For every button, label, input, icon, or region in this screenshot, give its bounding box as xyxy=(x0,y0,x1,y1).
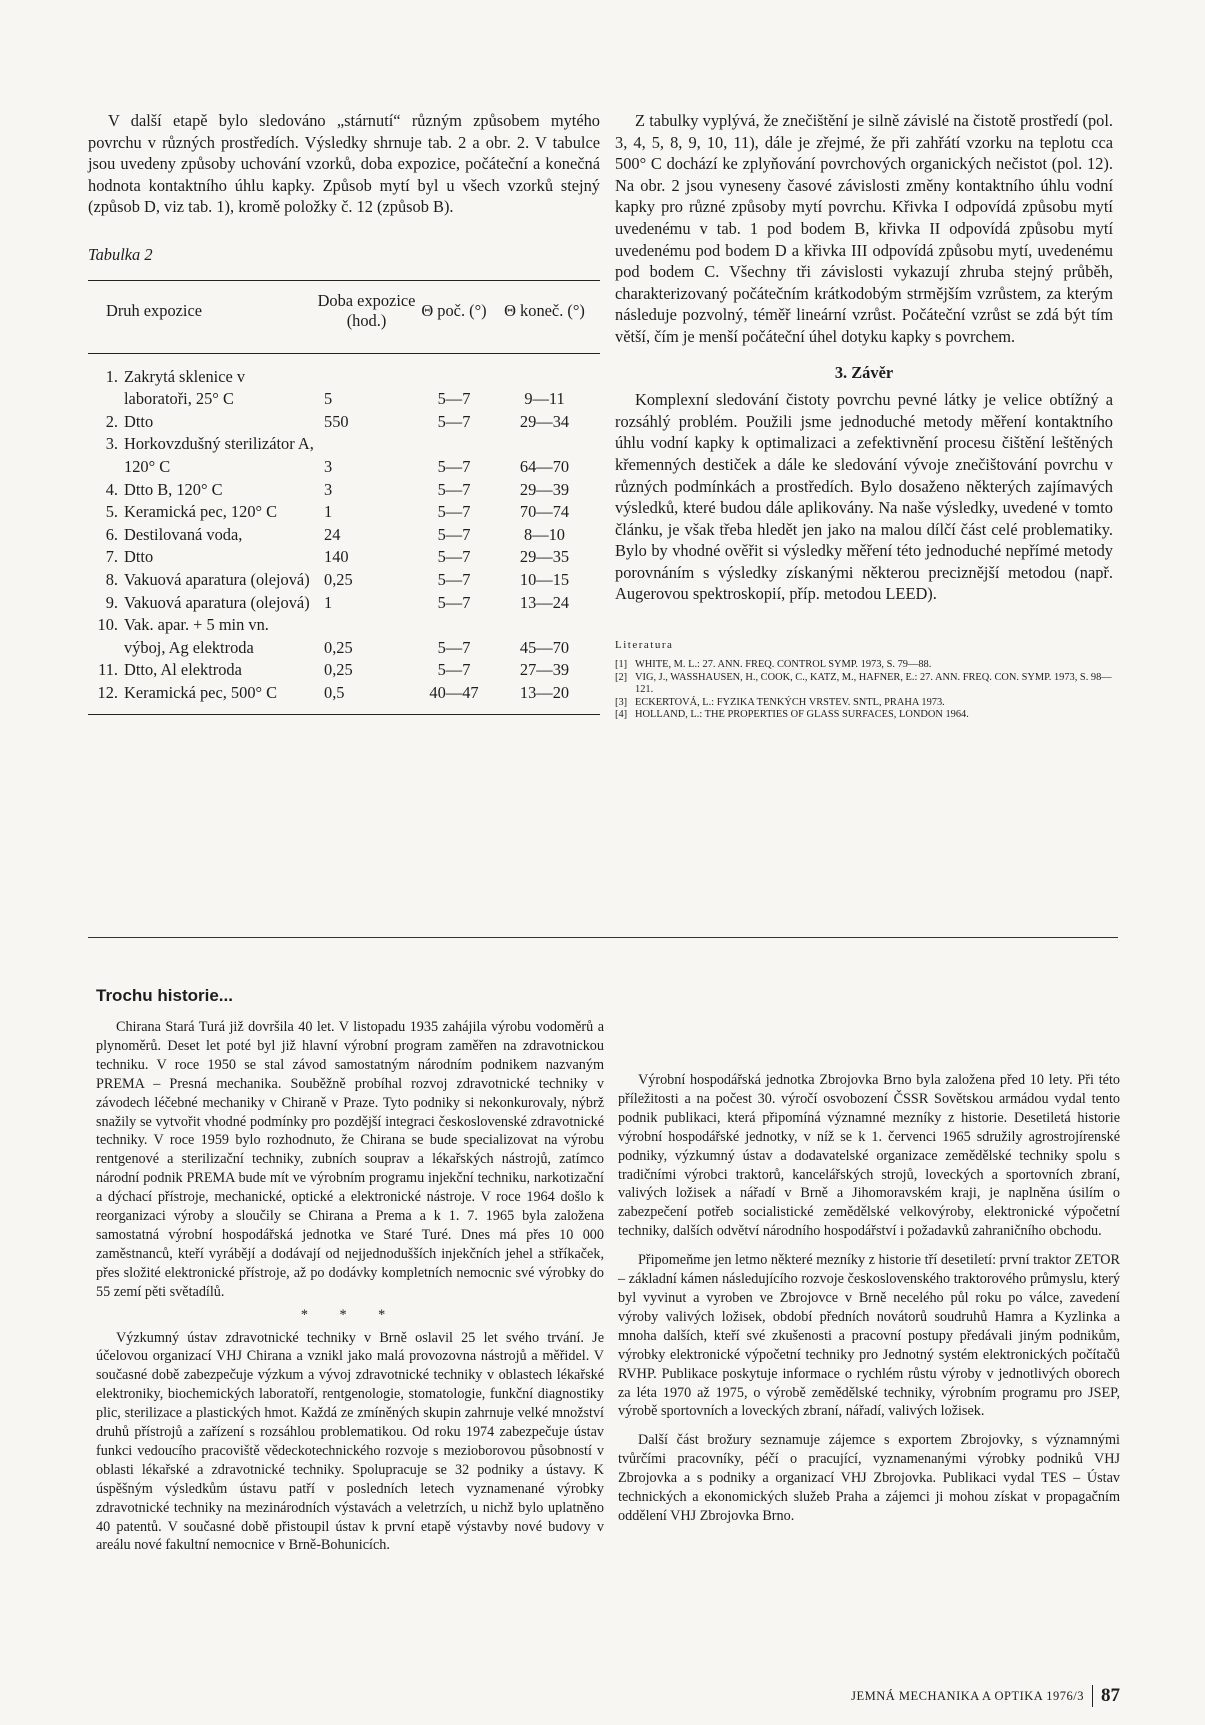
header-duration: Doba expozice (hod.) xyxy=(317,290,416,330)
row-duration: 0,5 xyxy=(324,682,345,702)
row-number: 2. xyxy=(105,411,118,431)
row-theta-start: 5—7 xyxy=(437,411,471,431)
row-exposure-type: Vakuová aparatura (olejová) xyxy=(124,592,310,612)
row-duration: 1 xyxy=(324,502,333,522)
table-row xyxy=(88,682,600,715)
results-paragraph: Z tabulky vyplývá, že znečištění je silně závislé na čistotě prostředí (pol. 3, 4, 5, 8, 9, 10, 11), dále je zřejmé, že při zahřátí vzorku na teplotu cca 500° C dochází ke zplyňování povrchových organických nečistot (pol. 12). Na obr. 2 jsou vyneseny časové závislosti změny kontaktního úhlu vodní kapky pro různé způsoby mytí povrchu. Křivka I odpovídá způsobu mytí uvedenému v tab. 1 pod bodem B, křivka II odpovídá způsobu mytí uvedenému pod bodem D a křivka III odpovídá způsobu mytí, uvedenému pod bodem C. Všechny tři závislosti vykazují zhruba stejný průběh, charakterizovaný počátečním krátkodobým strmějším vzrůstem, za kterým následuje pozvolný, téměř lineární vzrůst. Počáteční vzrůst se zdá být tím větší, čím je menší počáteční úhel dotyku kapky s povrchem. xyxy=(615,111,1113,346)
row-theta-end: 8—10 xyxy=(524,524,565,544)
row-exposure-type: Dtto xyxy=(124,411,154,431)
table-row xyxy=(88,411,600,434)
row-theta-start: 5—7 xyxy=(437,502,471,522)
row-duration: 3 xyxy=(324,456,333,476)
table-body xyxy=(88,353,600,715)
reference-item: [4] HOLLAND, L.: THE PROPERTIES OF GLASS SURFACES, LONDON 1964. xyxy=(615,709,969,721)
section-divider xyxy=(88,937,1118,938)
page-number: 87 xyxy=(1101,1685,1120,1706)
table-title: Tabulka 2 xyxy=(88,244,153,264)
table-row xyxy=(88,546,600,569)
table-row xyxy=(88,353,600,411)
row-theta-start: 5—7 xyxy=(437,524,471,544)
row-theta-start: 5—7 xyxy=(437,637,471,657)
section-separator-stars: * * * xyxy=(300,1306,400,1323)
top-right-column xyxy=(615,110,1113,722)
row-duration: 0,25 xyxy=(324,569,353,589)
header-theta-start: Θ poč. (°) xyxy=(421,300,487,320)
row-exposure-type: Dtto xyxy=(124,547,154,567)
row-number: 6. xyxy=(105,524,118,544)
history-right-column xyxy=(618,975,1120,1526)
row-theta-end: 27—39 xyxy=(519,660,570,680)
history-title: Trochu historie... xyxy=(96,986,233,1005)
table-row xyxy=(88,569,600,592)
row-exposure-type: Horkovzdušný sterilizátor A, 120° C xyxy=(124,434,314,476)
row-exposure-type: Dtto B, 120° C xyxy=(124,479,223,499)
row-theta-end: 13—24 xyxy=(519,592,570,612)
history-chirana-paragraph: Chirana Stará Turá již dovršila 40 let. V listopadu 1935 zahájila výrobu vodoměrů a plynoměrů. Deset let poté byl již hlavní výrobní program zaměřen na zdravotnickou techniku. V roce 1950 se stal závod samostatným národním podnikem nazvaným PREMA – Presná mechanika. Souběžně probíhal rozvoj zdravotnické techniky v závodech léčebné mechaniky v Chiraně v Praze. Tyto podniky si nekonkurovaly, nýbrž snažily se vytvořit vhodné podmínky pro pozdější integraci československé zdravotnické techniky. V roce 1959 bylo rozhodnuto, že Chirana se bude specializovat na výrobu rentgenové a sterilizační techniky, zubních souprav a lékařských nástrojů, zatímco národní podnik PREMA bude mít ve výrobním programu injekční techniku, narkotizační a dýchací přístroje, mechanické, optické a elektronické nástroje. V roce 1964 došlo k reorganizaci výroby a sloučily se Chirana a Prema a k 1. 7. 1965 byla založena samostatná výrobní hospodářská jednotka ve Staré Turé. Dnes má přes 10 000 zaměstnanců, kteří vyrábějí a dodávají od nejjednodušších injekčních jehel a stříkaček, přes složité elektronické přístroje, až po dodávky kompletních nemocnic své výrobky do 55 zemí pěti světadílů. xyxy=(96,1019,604,1300)
row-theta-start: 5—7 xyxy=(437,389,471,409)
row-exposure-type: Dtto, Al elektroda xyxy=(124,660,242,680)
history-research-paragraph: Výzkumný ústav zdravotnické techniky v Brně oslavil 25 let svého trvání. Je účelovou organizací VHJ Chirana a vznikl jako malá provozovna nástrojů a měřidel. V současné době zabezpečuje výzkum a vývoj zdravotnické techniky v oblastech lékařské elektroniky, biochemických laboratoří, rentgenologie, stomatologie, funkční diagnostiky plic, sterilizace a plastických hmot. Každá ze zmíněných skupin zahrnuje velké množství druhů přístrojů a zařízení s rozsáhlou problematikou. Od roku 1974 zabezpečuje ústav funkci vedoucího pracoviště vědeckotechnického rozvoje s mezioborovou působností v oblasti lékařské a zdravotnické techniky. Spolupracuje se 32 podniky a ústavy. K úspěšným výsledkům ústavu patří v posledních letech vyznamenané výrobky zdravotnické techniky na mezinárodních výstavách a veletrzích, u nichž bylo uplatněno 40 patentů. V současné době přistoupil ústav k první etapě výstavby nové budovy v areálu nové fakultní nemocnice v Brně-Bohunicích. xyxy=(96,1329,604,1554)
literature-title: Literatura xyxy=(615,639,674,652)
table-row xyxy=(88,433,600,478)
history-milestones-paragraph: Připomeňme jen letmo některé mezníky z historie tří desetiletí: první traktor ZETOR – základní kámen následujícího rozvoje československého traktorového průmyslu, který byl vyvinut a vyroben ve Zbrojovce v Brně necelého půl roku po válce, zavedení výroby valivých ložisek, období předních novátorů soudruhů Hamra a Kyzlinka a mnoha dalších, kteří své zkušenosti a pracovní postupy předávali jiným podnikům, výrobky elektronické výpočetní techniky pro Jednotný systém elektronických počítačů RVHP. Publikace poskytuje informace o rychlém růstu výroby v jednotlivých oborech za léta 1970 až 1975, o výrobě zemědělské techniky, výrobním programu pro JSEP, výrobě sportovních a loveckých zbraní, nářadí, valivých ložisek. xyxy=(618,1252,1120,1420)
row-theta-start: 5—7 xyxy=(437,569,471,589)
row-number: 9. xyxy=(105,592,118,612)
row-theta-end: 13—20 xyxy=(519,682,570,702)
reference-item: [1] WHITE, M. L.: 27. ANN. FREQ. CONTROL SYMP. 1973, S. 79—88. xyxy=(615,659,932,671)
row-theta-start: 40—47 xyxy=(429,682,479,702)
row-exposure-type: Keramická pec, 120° C xyxy=(124,502,278,522)
table-row xyxy=(88,501,600,524)
conclusion-paragraph: Komplexní sledování čistoty povrchu pevné látky je velice obtížný a rozsáhlý problém. Použili jsme jednoduché metody měření kontaktního úhlu vodní kapky k optimalizaci a zefektivnění procesu čištění leštěných křemenných destiček a dále ke sledování vývoje znečištování povrchu v různých podmínkách a prostředích. Bylo dosaženo některých zajímavých výsledků, které budou dále aplikovány. Na naše výsledky, uvedené v tomto článku, je však třeba hledět jen jako na malou dílčí část celé problematiky. Bylo by vhodné ověřit si výsledky měření této jednoduché nepřímé metody porovnáním s výsledky získanými některou preciznější metodou (např. Augerovou spektroskopií, příp. metodou LEED). xyxy=(615,390,1113,604)
row-number: 12. xyxy=(97,682,118,702)
header-exposure-type: Druh expozice xyxy=(106,300,203,320)
row-theta-start: 5—7 xyxy=(437,479,471,499)
top-left-column xyxy=(88,110,600,715)
page-footer xyxy=(826,1685,1120,1707)
journal-name: JEMNÁ MECHANIKA A OPTIKA 1976/3 xyxy=(851,1688,1084,1703)
row-theta-start: 5—7 xyxy=(437,660,471,680)
row-number: 3. xyxy=(105,434,118,454)
history-brochure-paragraph: Další část brožury seznamuje zájemce s exportem Zbrojovky, s významnými tvůrčími pracovníky, péčí o pracující, vyznamenanými výrobky podniků VHJ Zbrojovka a s podniky a organizací VHJ Zbrojovka. Publikaci vydal TES – Ústav technických a ekonomických služeb Praha a zájemci ji mohou získat v propagačním oddělení VHJ Zbrojovka Brno. xyxy=(618,1432,1120,1524)
section-title-conclusion: 3. Závěr xyxy=(834,362,894,382)
row-exposure-type: Zakrytá sklenice v laboratoři, 25° C xyxy=(124,366,246,409)
row-number: 7. xyxy=(105,547,118,567)
row-exposure-type: Keramická pec, 500° C xyxy=(124,682,278,702)
row-theta-end: 70—74 xyxy=(519,502,570,522)
row-duration: 0,25 xyxy=(324,637,353,657)
row-theta-start: 5—7 xyxy=(437,456,471,476)
header-theta-end: Θ koneč. (°) xyxy=(504,300,585,320)
row-number: 8. xyxy=(105,569,118,589)
row-number: 4. xyxy=(105,479,118,499)
row-exposure-type: Vakuová aparatura (olejová) xyxy=(124,569,310,589)
row-number: 1. xyxy=(105,366,118,386)
table-row xyxy=(88,614,600,659)
row-exposure-type: Destilovaná voda, xyxy=(124,524,243,544)
exposure-table xyxy=(88,280,600,716)
row-number: 10. xyxy=(97,615,118,635)
row-theta-end: 9—11 xyxy=(524,389,565,409)
row-theta-start: 5—7 xyxy=(437,547,471,567)
row-theta-end: 29—34 xyxy=(519,411,570,431)
row-theta-start: 5—7 xyxy=(437,592,471,612)
row-theta-end: 10—15 xyxy=(519,569,570,589)
reference-list xyxy=(615,659,1113,722)
history-zbrojovka-paragraph: Výrobní hospodářská jednotka Zbrojovka Brno byla založena před 10 lety. Při této příležitosti a na počest 30. výročí osvobození ČSSR Sovětskou armádou vydal tento podnik publikaci, která připomíná významné mezníky z historie. Desetiletá historie výrobní hospodářské jednotky, v níž se k 1. červenci 1965 sdružily agrostrojírenské podniky, výzkumný ústav a dodavatelské organizace zemědělské techniky spolu s tradičními výrobci traktorů, kancelářských strojů, loveckých a sportovních zbraní, valivých ložisek a nářadí v Brně a Jihomoravském kraji, je naplněna úsilím o zabezpečení potřeb socialistické zemědělské velkovýroby, elektronické výpočetní techniky, dalších odvětví národního hospodářství i požadavků zahraničního obchodu. xyxy=(618,1072,1120,1240)
table-header-row xyxy=(88,280,600,353)
row-duration: 1 xyxy=(324,592,333,612)
row-theta-end: 64—70 xyxy=(519,456,570,476)
row-number: 5. xyxy=(105,502,118,522)
reference-item: [2] VIG, J., WASSHAUSEN, H., COOK, C., KATZ, M., HAFNER, E.: 27. ANN. FREQ. CON. SYMP. 1973, S. 98—121. xyxy=(615,671,1112,696)
table-row xyxy=(88,659,600,682)
row-number: 11. xyxy=(98,660,118,680)
row-theta-end: 29—35 xyxy=(519,547,570,567)
reference-item: [3] ECKERTOVÁ, L.: FYZIKA TENKÝCH VRSTEV. SNTL, PRAHA 1973. xyxy=(615,696,945,708)
row-duration: 24 xyxy=(324,524,341,544)
row-duration: 3 xyxy=(324,479,333,499)
intro-paragraph: V další etapě bylo sledováno „stárnutí“ různým způsobem mytého povrchu v různých prostředích. Výsledky shrnuje tab. 2 a obr. 2. V tabulce jsou uvedeny způsoby uchování vzorků, doba expozice, počáteční a konečná hodnota kontaktního úhlu kapky. Způsob mytí byl u všech vzorků stejný (způsob D, viz tab. 1), kromě položky č. 12 (způsob B). xyxy=(88,111,600,217)
row-duration: 140 xyxy=(324,547,349,567)
footer-divider xyxy=(1092,1685,1093,1707)
row-theta-end: 45—70 xyxy=(519,637,570,657)
row-theta-end: 29—39 xyxy=(519,479,570,499)
row-duration: 5 xyxy=(324,389,333,409)
table-row xyxy=(88,524,600,547)
history-left-column xyxy=(96,986,604,1555)
row-exposure-type: Vak. apar. + 5 min vn. výboj, Ag elektroda xyxy=(124,615,269,657)
table-row xyxy=(88,479,600,502)
row-duration: 550 xyxy=(324,411,349,431)
table-row xyxy=(88,592,600,615)
row-duration: 0,25 xyxy=(324,660,353,680)
